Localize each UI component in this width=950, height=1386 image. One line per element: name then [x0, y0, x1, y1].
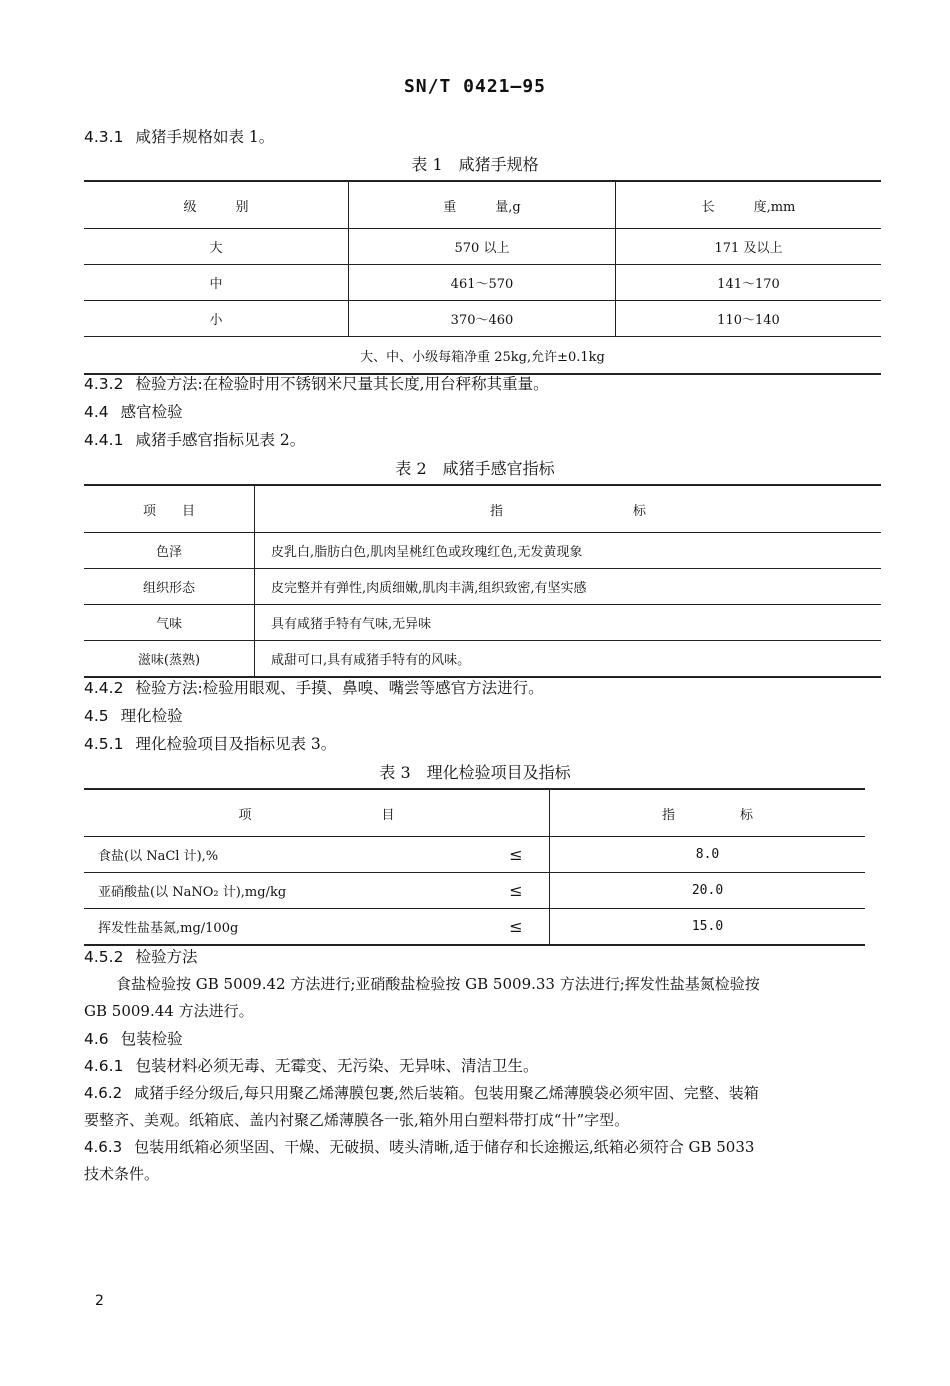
cell-item: 组织形态	[84, 569, 255, 605]
table-header-row	[84, 789, 865, 837]
cell-item: 色泽	[84, 533, 255, 569]
section-text: 检验方法:检验用眼观、手摸、鼻嗅、嘴尝等感官方法进行。	[135, 679, 544, 697]
table-row	[84, 265, 881, 301]
section-text: 咸猪手经分级后,每只用聚乙烯薄膜包裹,然后装箱。包装用聚乙烯薄膜袋必须牢固、完整、装箱	[134, 1084, 759, 1102]
section-4-3-1	[84, 126, 274, 148]
cell-item: 滋味(蒸熟)	[84, 641, 255, 678]
table-row	[84, 641, 881, 678]
cell-value: 20.0	[550, 873, 866, 909]
section-number: 4.4	[84, 403, 109, 421]
header-indicator: 指 标	[255, 485, 882, 533]
cell-operator: ≤	[483, 837, 550, 873]
section-number: 4.6.3	[84, 1138, 123, 1156]
table-row	[84, 569, 881, 605]
table1-caption: 表 1 咸猪手规格	[411, 155, 539, 174]
cell-value: 15.0	[550, 909, 866, 946]
document-header: SN/T 0421—95	[403, 76, 547, 97]
header-length: 长 度,mm	[616, 181, 882, 229]
header-grade: 级 别	[84, 181, 349, 229]
section-4-5-1	[84, 733, 336, 755]
section-4-6	[84, 1028, 183, 1050]
table3-physicochemical	[84, 788, 865, 946]
cell-grade: 小	[84, 301, 349, 337]
cell-length: 110～140	[616, 301, 882, 337]
section-text: 理化检验	[120, 707, 183, 725]
cell-item: 亚硝酸盐(以 NaNO₂ 计),mg/kg	[84, 873, 483, 909]
section-4-4-2	[84, 677, 544, 699]
table-row	[84, 873, 865, 909]
table1-specification	[84, 180, 881, 375]
cell-indicator: 咸甜可口,具有咸猪手特有的风味。	[255, 641, 882, 678]
cell-operator: ≤	[483, 909, 550, 946]
table-header-row	[84, 485, 881, 533]
section-text: 咸猪手规格如表 1。	[135, 128, 275, 146]
section-number: 4.4.1	[84, 431, 124, 449]
table-row	[84, 301, 881, 337]
page-number: 2	[95, 1293, 104, 1309]
section-4-6-3	[84, 1136, 754, 1158]
table-row	[84, 533, 881, 569]
cell-indicator: 皮完整并有弹性,肉质细嫩,肌肉丰满,组织致密,有坚实感	[255, 569, 882, 605]
table2-caption: 表 2 咸猪手感官指标	[395, 459, 555, 478]
cell-operator: ≤	[483, 873, 550, 909]
cell-item: 挥发性盐基氮,mg/100g	[84, 909, 483, 946]
section-number: 4.5.2	[84, 948, 124, 966]
table3-caption: 表 3 理化检验项目及指标	[379, 763, 571, 782]
section-4-4-1	[84, 429, 305, 451]
section-number: 4.5.1	[84, 735, 124, 753]
table-row	[84, 837, 865, 873]
cell-length: 171 及以上	[616, 229, 882, 265]
section-4-5-2	[84, 946, 197, 968]
section-4-6-2	[84, 1082, 759, 1104]
section-text: 感官检验	[120, 403, 183, 421]
header-item: 项 目	[84, 789, 550, 837]
section-number: 4.5	[84, 707, 109, 725]
table-row	[84, 909, 865, 946]
header-item: 项 目	[84, 485, 255, 533]
cell-item: 气味	[84, 605, 255, 641]
section-text: 检验方法:在检验时用不锈钢米尺量其长度,用台秤称其重量。	[135, 375, 549, 393]
section-text: 包装材料必须无毒、无霉变、无污染、无异味、清洁卫生。	[135, 1057, 539, 1075]
table1-note: 大、中、小级每箱净重 25kg,允许±0.1kg	[84, 337, 881, 375]
cell-value: 8.0	[550, 837, 866, 873]
table-header-row	[84, 181, 881, 229]
paragraph-4-6-3-line2: 技术条件。	[84, 1165, 160, 1183]
cell-item: 食盐(以 NaCl 计),%	[84, 837, 483, 873]
cell-indicator: 具有咸猪手特有气味,无异味	[255, 605, 882, 641]
section-text: 理化检验项目及指标见表 3。	[135, 735, 337, 753]
table-row	[84, 605, 881, 641]
section-number: 4.6	[84, 1030, 109, 1048]
section-text: 咸猪手感官指标见表 2。	[135, 431, 306, 449]
section-number: 4.6.1	[84, 1057, 124, 1075]
section-4-5	[84, 705, 183, 727]
section-4-3-2	[84, 373, 549, 395]
section-text: 包装用纸箱必须坚固、干燥、无破损、唛头清晰,适于储存和长途搬运,纸箱必须符合 GB 5033	[134, 1138, 755, 1156]
paragraph-4-5-2-line1: 食盐检验按 GB 5009.42 方法进行;亚硝酸盐检验按 GB 5009.33 方法进行;挥发性盐基氮检验按	[116, 975, 760, 993]
section-number: 4.6.2	[84, 1084, 123, 1102]
section-4-4	[84, 401, 183, 423]
section-4-6-1	[84, 1055, 538, 1077]
cell-grade: 中	[84, 265, 349, 301]
cell-weight: 570 以上	[349, 229, 616, 265]
paragraph-4-6-2-line2: 要整齐、美观。纸箱底、盖内衬聚乙烯薄膜各一张,箱外用白塑料带打成“卄”字型。	[84, 1111, 630, 1129]
header-indicator: 指 标	[550, 789, 866, 837]
cell-indicator: 皮乳白,脂肪白色,肌肉呈桃红色或玫瑰红色,无发黄现象	[255, 533, 882, 569]
section-text: 检验方法	[135, 948, 198, 966]
paragraph-4-5-2-line2: GB 5009.44 方法进行。	[84, 1002, 254, 1020]
header-weight: 重 量,g	[349, 181, 616, 229]
cell-weight: 370～460	[349, 301, 616, 337]
table-row	[84, 229, 881, 265]
section-number: 4.4.2	[84, 679, 124, 697]
section-text: 包装检验	[120, 1030, 183, 1048]
table-note-row	[84, 337, 881, 375]
section-number: 4.3.2	[84, 375, 124, 393]
section-number: 4.3.1	[84, 128, 124, 146]
cell-grade: 大	[84, 229, 349, 265]
table2-sensory-indicators	[84, 484, 881, 678]
cell-length: 141～170	[616, 265, 882, 301]
cell-weight: 461～570	[349, 265, 616, 301]
